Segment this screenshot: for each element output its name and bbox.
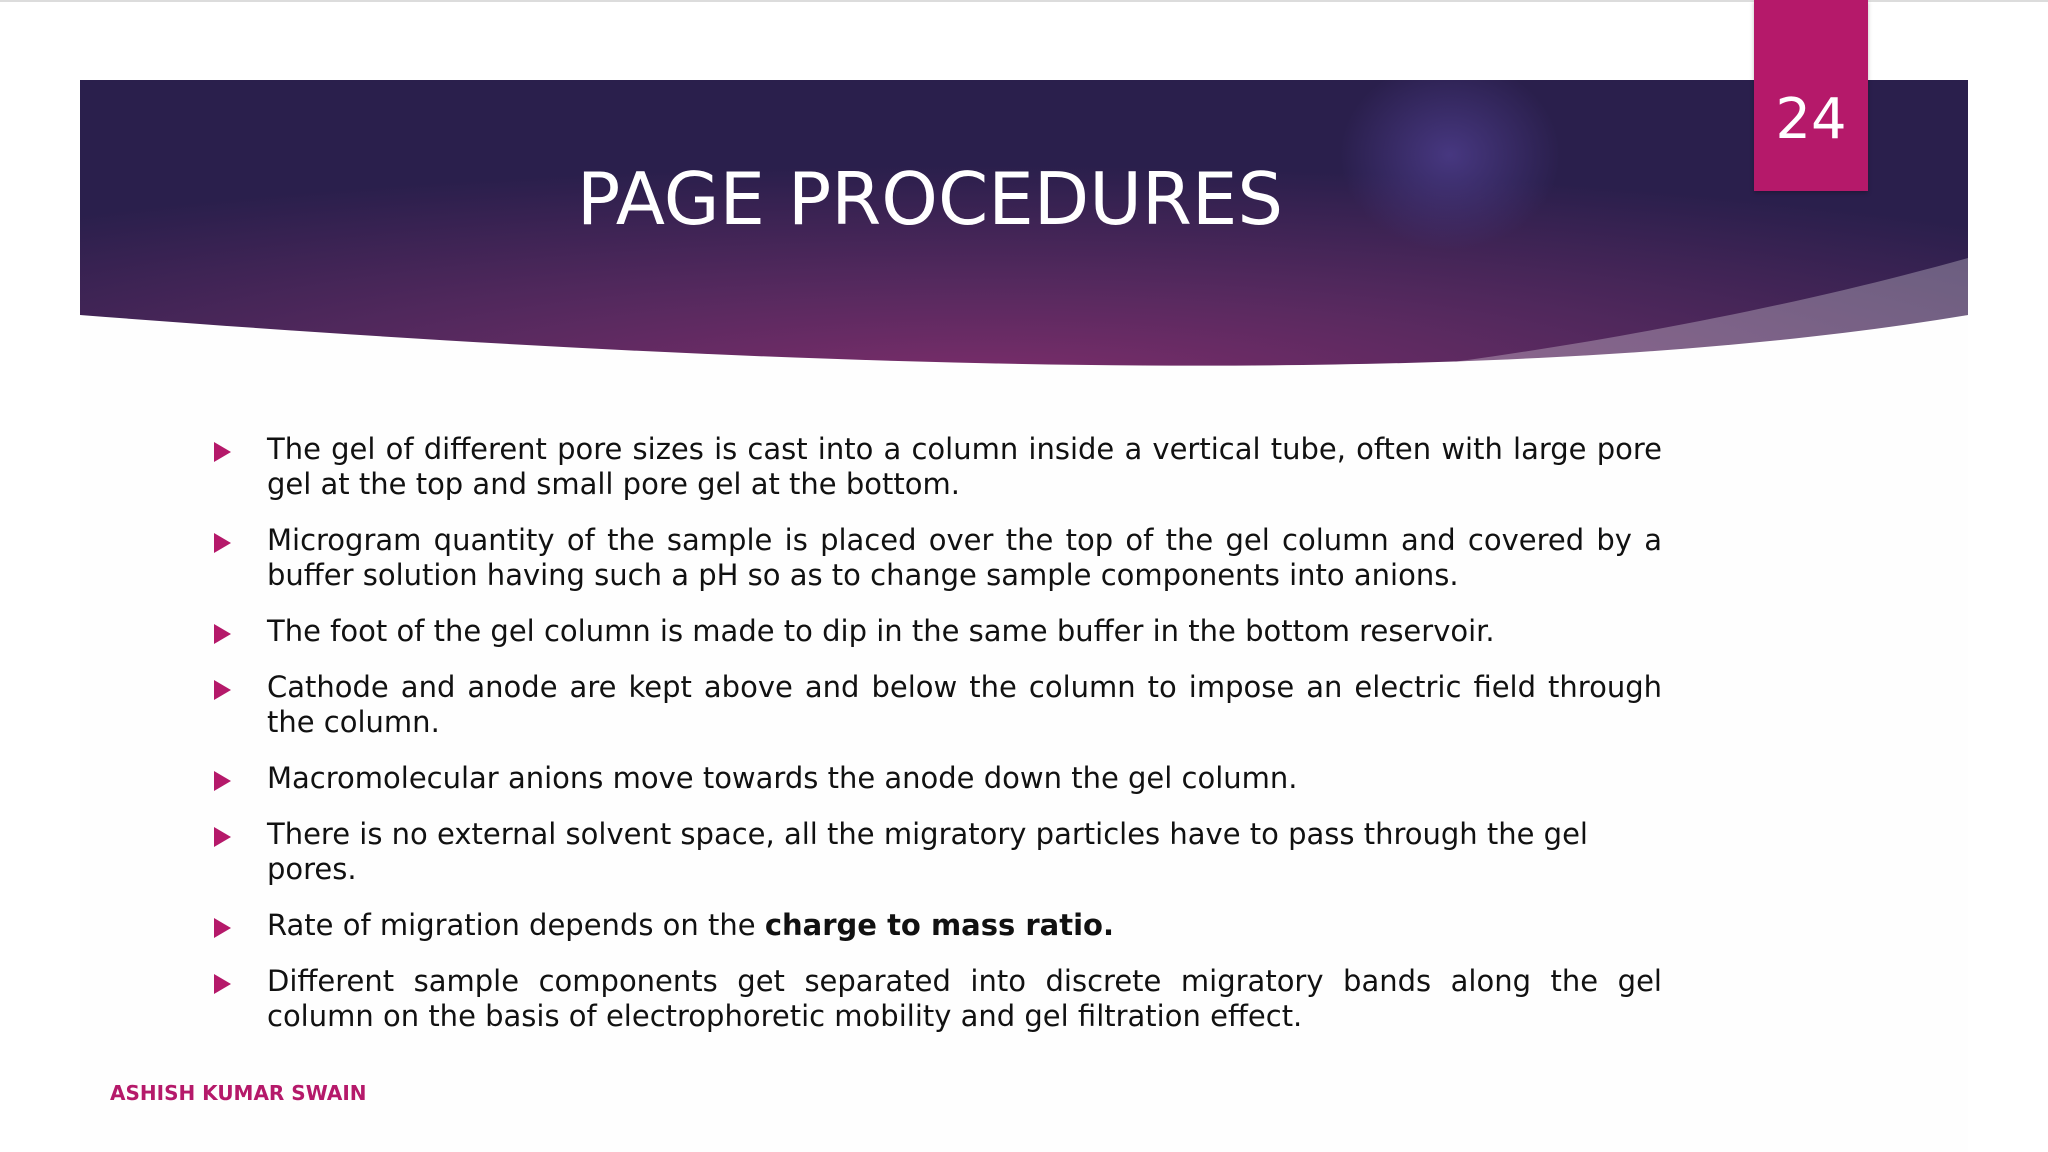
bullet-item <box>212 908 1662 943</box>
bullet-text: Different sample components get separated into discrete migratory bands along the gel column on the basis of electrophoretic mobility and gel filtration effect. <box>267 964 1662 1033</box>
bullet-item <box>212 817 1662 887</box>
triangle-right-icon <box>214 974 231 994</box>
triangle-right-icon <box>214 771 231 791</box>
triangle-right-icon <box>214 533 231 553</box>
triangle-right-icon <box>214 680 231 700</box>
bullet-text: Cathode and anode are kept above and below the column to impose an electric field through the column. <box>267 670 1662 739</box>
bullet-text: The gel of different pore sizes is cast into a column inside a vertical tube, often with large pore gel at the top and small pore gel at the bottom. <box>267 432 1662 501</box>
bullet-text: The foot of the gel column is made to dip in the same buffer in the bottom reservoir. <box>267 614 1495 648</box>
triangle-right-icon <box>214 827 231 847</box>
top-border-line <box>0 0 2048 2</box>
bullet-bold-text: charge to mass ratio. <box>764 908 1114 942</box>
page-number: 24 <box>1775 87 1847 152</box>
bullet-item <box>212 614 1662 649</box>
bullet-item <box>212 523 1662 593</box>
bullet-text: Rate of migration depends on the <box>267 908 765 942</box>
author-name: ASHISH KUMAR SWAIN <box>110 1081 367 1105</box>
bullet-text: Macromolecular anions move towards the anode down the gel column. <box>267 761 1298 795</box>
bullet-text: There is no external solvent space, all the migratory particles have to pass through the gel pores. <box>267 817 1588 886</box>
triangle-right-icon <box>214 624 231 644</box>
triangle-right-icon <box>214 442 231 462</box>
bullet-item <box>212 761 1662 796</box>
slide-title: PAGE PROCEDURES <box>576 157 1284 241</box>
bullet-item <box>212 964 1662 1034</box>
triangle-right-icon <box>214 918 231 938</box>
bullet-list <box>212 432 1662 1055</box>
bullet-item <box>212 670 1662 740</box>
page-number-tab <box>1754 0 1868 191</box>
bullet-text: Microgram quantity of the sample is placed over the top of the gel column and covered by a buffer solution having such a pH so as to change sample components into anions. <box>267 523 1662 592</box>
bullet-item <box>212 432 1662 502</box>
